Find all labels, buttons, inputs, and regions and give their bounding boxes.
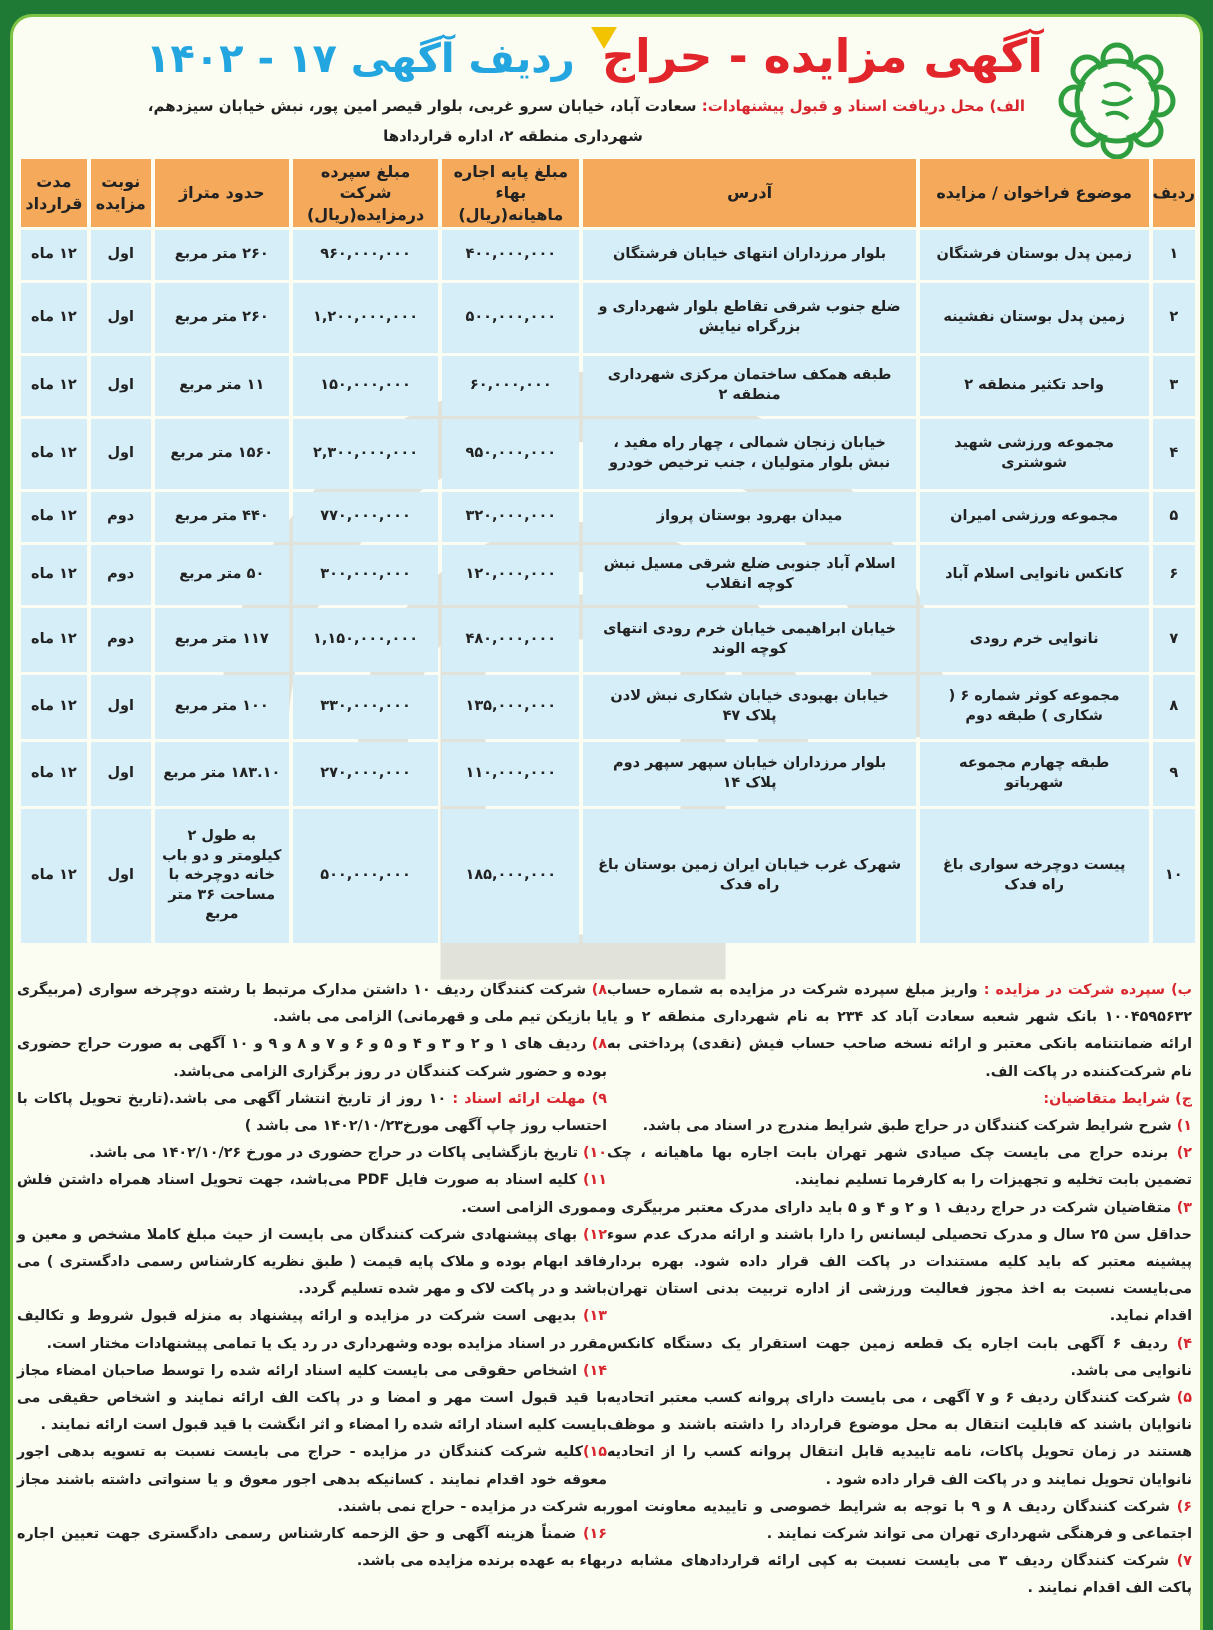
cell-duration: ۱۲ ماه	[21, 675, 87, 739]
cell-row-number: ۵	[1153, 492, 1195, 542]
cell-deposit: ۳۳۰,۰۰۰,۰۰۰	[293, 675, 438, 739]
cell-round: اول	[91, 675, 151, 739]
conditions-right-column	[607, 977, 1192, 1603]
cell-round: اول	[91, 419, 151, 489]
condition-label: ۸)	[591, 982, 607, 998]
cell-area: به طول ۲ کیلومتر و دو باب خانه دوچرخه با مساحت ۳۶ متر مربع	[155, 809, 289, 943]
cell-deposit: ۷۷۰,۰۰۰,۰۰۰	[293, 492, 438, 542]
tehran-municipality-logo	[1042, 39, 1192, 164]
cell-deposit: ۳۰۰,۰۰۰,۰۰۰	[293, 545, 438, 605]
auction-table	[17, 156, 1199, 946]
condition-item	[607, 977, 1192, 1086]
condition-text: واریز مبلغ سپرده شرکت در مزایده به شماره حساب ۱۰۰۴۵۹۵۶۳۲ بانک شهر شعبه سعادت آباد کد ۲۳۴ به نام شهرداری منطقه ۲ و یا ارائه ضمانتنامه بانکی معتبر و ارائه نسخه صاحب حساب فیش (نقدی) پرداختی به نام شرکت‌کننده در پاکت الف.	[607, 982, 1192, 1080]
cell-address: ضلع جنوب شرقی تقاطع بلوار شهرداری و بزرگراه نیایش	[583, 283, 915, 353]
table-row	[21, 608, 1195, 672]
cell-round: دوم	[91, 492, 151, 542]
table-row	[21, 356, 1195, 416]
intro-label: الف) محل دریافت اسناد و قبول پیشنهادات:	[701, 97, 1025, 115]
condition-label: ۲)	[1176, 1145, 1192, 1162]
column-header: آدرس	[583, 159, 915, 227]
table-row	[21, 545, 1195, 605]
cell-row-number: ۹	[1153, 742, 1195, 806]
column-header: مبلغ پایه اجاره بهاء ماهیانه(ریال)	[442, 159, 579, 227]
condition-text: شرح شرایط شرکت کنندگان در حراج طبق شرایط مندرج در اسناد می باشد.	[642, 1118, 1177, 1135]
title-main: آگهی مزایده - حراج	[601, 29, 1043, 83]
cell-row-number: ۷	[1153, 608, 1195, 672]
condition-item	[607, 1548, 1192, 1602]
cell-base-rent: ۳۲۰,۰۰۰,۰۰۰	[442, 492, 579, 542]
column-header: مدت قرارداد	[21, 159, 87, 227]
condition-label: ۱۱)	[583, 1172, 607, 1189]
condition-label: ۱۰)	[583, 1145, 607, 1162]
cell-round: دوم	[91, 545, 151, 605]
cell-deposit: ۲,۳۰۰,۰۰۰,۰۰۰	[293, 419, 438, 489]
table-row	[21, 419, 1195, 489]
condition-text: شرکت کنندگان ردیف ۱۰ داشتن مدارک مرتبط با رشته دوچرخه سواری (مربیگری یا بازیکن تیم ملی و قهرمانی) الزامی می باشد.	[17, 982, 607, 1026]
cell-base-rent: ۱۸۵,۰۰۰,۰۰۰	[442, 809, 579, 943]
conditions-left-column	[17, 977, 607, 1575]
condition-label: ۱۳)	[583, 1308, 607, 1325]
condition-item	[17, 1031, 607, 1085]
ad-frame	[10, 14, 1203, 1630]
cell-subject: مجموعه کوثر شماره ۶ ( شکاری ) طبقه دوم	[920, 675, 1149, 739]
table-row	[21, 809, 1195, 943]
cell-area: ۵۰ متر مربع	[155, 545, 289, 605]
intro-address: سعادت آباد، خیابان سرو غربی، بلوار قیصر امین پور، نبش خیابان سیزدهم،	[147, 97, 702, 115]
ad-title	[145, 29, 1043, 83]
cell-deposit: ۵۰۰,۰۰۰,۰۰۰	[293, 809, 438, 943]
condition-text: اشخاص حقوقی می بایست کلیه اسناد ارائه شده را توسط صاحبان امضاء مجاز با قید قبول است مهر و امضا و در پاکت الف ارائه نمایند و اشخاص حقیقی می بایست کلیه اسناد ارائه شده را امضاء و اثر انگشت با قید قبول است ارائه نمایند .	[17, 1362, 607, 1434]
table-body	[21, 230, 1195, 943]
cell-deposit: ۱۵۰,۰۰۰,۰۰۰	[293, 356, 438, 416]
cell-deposit: ۱,۲۰۰,۰۰۰,۰۰۰	[293, 283, 438, 353]
cell-deposit: ۹۶۰,۰۰۰,۰۰۰	[293, 230, 438, 280]
condition-label: ۸)	[591, 1036, 608, 1053]
condition-text: بدیهی است شرکت در مزایده و ارائه پیشنهاد به منزله قبول شروط و تکالیف مقرر در اسناد مزایده بوده وشهرداری در رد یک یا تمامی پیشنهادات مختار است.	[17, 1308, 607, 1352]
cell-row-number: ۳	[1153, 356, 1195, 416]
condition-item	[607, 1331, 1192, 1385]
condition-item	[607, 1385, 1192, 1494]
condition-label: ۱۵)	[583, 1444, 607, 1461]
condition-item	[17, 1521, 607, 1575]
cell-subject: واحد تکثیر منطقه ۲	[920, 356, 1149, 416]
condition-item	[17, 1140, 607, 1167]
condition-text: شرکت کنندگان ردیف ۶ و ۷ آگهی ، می بایست دارای پروانه کسب معتبر اتحادیه نانوایان باشند که قابلیت انتقال به محل موضوع قرارداد را داشته باشند و موظف هستند در زمان تحویل پاکات، نامه تاییدیه قابل انتقال پروانه کسب را از اتحادیه نانوایان تحویل نمایند و در پاکت الف قرار داده شود .	[607, 1390, 1192, 1488]
cell-row-number: ۲	[1153, 283, 1195, 353]
cell-address: بلوار مرزداران انتهای خیابان فرشتگان	[583, 230, 915, 280]
column-header: موضوع فراخوان / مزایده	[920, 159, 1149, 227]
cell-duration: ۱۲ ماه	[21, 809, 87, 943]
condition-text: شرکت کنندگان ردیف ۳ می بایست نسبت به کپی ارائه قراردادهای مشابه در پاکت الف اقدام نمایند .	[607, 1553, 1192, 1597]
cell-address: اسلام آباد جنوبی ضلع شرقی مسیل نبش کوچه انقلاب	[583, 545, 915, 605]
cell-base-rent: ۱۳۵,۰۰۰,۰۰۰	[442, 675, 579, 739]
condition-text: کلیه شرکت کنندگان در مزایده - حراج می بایست نسبت به تسویه بدهی اجور معوقه خود اقدام نمایند . کسانیکه بدهی اجور معوق و یا سنواتی داشته باشند مجاز به شرکت در مزایده - حراج نمی باشند.	[17, 1444, 607, 1515]
cell-subject: نانوایی خرم رودی	[920, 608, 1149, 672]
condition-item	[607, 1113, 1192, 1140]
condition-label: ۶)	[1176, 1498, 1193, 1515]
cell-row-number: ۴	[1153, 419, 1195, 489]
condition-item	[17, 1167, 607, 1221]
condition-item	[607, 1195, 1192, 1331]
condition-item	[17, 1358, 607, 1440]
cell-round: اول	[91, 230, 151, 280]
title-ad-number: ردیف آگهی ۱۷ - ۱۴۰۲	[145, 36, 575, 82]
cell-row-number: ۱	[1153, 230, 1195, 280]
condition-label: ۱۲)	[583, 1226, 607, 1243]
cell-area: ۱۱ متر مربع	[155, 356, 289, 416]
condition-label: ۵)	[1176, 1390, 1193, 1407]
cell-row-number: ۱۰	[1153, 809, 1195, 943]
cell-duration: ۱۲ ماه	[21, 356, 87, 416]
condition-label: ب) سپرده شرکت در مزایده :	[983, 982, 1192, 998]
cell-duration: ۱۲ ماه	[21, 492, 87, 542]
cell-duration: ۱۲ ماه	[21, 608, 87, 672]
cell-duration: ۱۲ ماه	[21, 283, 87, 353]
cell-base-rent: ۴۰۰,۰۰۰,۰۰۰	[442, 230, 579, 280]
condition-label: ج) شرایط متقاضیان:	[1043, 1090, 1192, 1107]
table-row	[21, 492, 1195, 542]
condition-item	[17, 1439, 607, 1521]
table-header-row	[21, 159, 1195, 227]
condition-label: ۱۶)	[583, 1526, 607, 1543]
cell-subject: پیست دوچرخه سواری باغ راه فدک	[920, 809, 1149, 943]
table-row	[21, 230, 1195, 280]
condition-item	[17, 977, 607, 1031]
cell-address: خیابان زنجان شمالی ، چهار راه مفید ، نبش بلوار متولیان ، جنب ترخیص خودرو	[583, 419, 915, 489]
condition-item	[17, 1303, 607, 1357]
table-row	[21, 283, 1195, 353]
condition-item	[17, 1222, 607, 1304]
condition-item	[607, 1494, 1192, 1548]
cell-duration: ۱۲ ماه	[21, 419, 87, 489]
column-header: ردیف	[1153, 159, 1195, 227]
cell-base-rent: ۹۵۰,۰۰۰,۰۰۰	[442, 419, 579, 489]
condition-item	[17, 1086, 607, 1140]
cell-subject: مجموعه ورزشی شهید شوشتری	[920, 419, 1149, 489]
table-row	[21, 675, 1195, 739]
cell-address: خیابان ابراهیمی خیابان خرم رودی انتهای کوچه الوند	[583, 608, 915, 672]
condition-text: تاریخ بازگشایی پاکات در حراج حضوری در مورخ ۱۴۰۲/۱۰/۲۶ می باشد.	[89, 1145, 583, 1162]
cell-base-rent: ۶۰,۰۰۰,۰۰۰	[442, 356, 579, 416]
cell-duration: ۱۲ ماه	[21, 545, 87, 605]
cell-address: شهرک غرب خیابان ایران زمین بوستان باغ راه فدک	[583, 809, 915, 943]
cell-round: اول	[91, 809, 151, 943]
condition-text: شرکت کنندگان ردیف ۸ و ۹ با توجه به شرایط خصوصی و تاییدیه معاونت امور اجتماعی و فرهنگی شهرداری تهران می تواند شرکت نمایند .	[607, 1498, 1192, 1543]
condition-label: ۷)	[1176, 1553, 1192, 1570]
column-header: حدود متراژ	[155, 159, 289, 227]
cell-round: دوم	[91, 608, 151, 672]
condition-text: برنده حراج می بایست چک صیادی شهر تهران بابت اجاره بها ماهیانه ، چک تضمین بابت تخلیه و تجهیزات را به کارفرما تسلیم نمایند.	[607, 1145, 1192, 1189]
cell-subject: مجموعه ورزشی امیران	[920, 492, 1149, 542]
cell-address: بلوار مرزداران خیابان سپهر سپهر دوم پلاک ۱۴	[583, 742, 915, 806]
cell-area: ۱۸۳.۱۰ متر مربع	[155, 742, 289, 806]
cell-base-rent: ۴۸۰,۰۰۰,۰۰۰	[442, 608, 579, 672]
column-header: نوبت مزایده	[91, 159, 151, 227]
intro-line-2: شهرداری منطقه ۲، اداره قراردادها	[383, 127, 643, 145]
condition-text: ۱۰ روز از تاریخ انتشار آگهی می باشد.(تاریخ تحویل پاکات با احتساب روز چاپ آگهی مورخ۱۴۰۲/۱۰/۲۳ می باشد )	[17, 1090, 607, 1135]
condition-label: ۹) مهلت ارائه اسناد :	[452, 1090, 607, 1107]
condition-label: ۳)	[1176, 1199, 1192, 1216]
condition-item	[607, 1086, 1192, 1113]
cell-area: ۱۵۶۰ متر مربع	[155, 419, 289, 489]
cell-deposit: ۲۷۰,۰۰۰,۰۰۰	[293, 742, 438, 806]
condition-text: ضمناً هزینه آگهی و حق الزحمه کارشناس رسمی دادگستری جهت تعیین اجاره بهاء به عهده برنده مزایده می باشد.	[17, 1526, 607, 1570]
cell-area: ۴۴۰ متر مربع	[155, 492, 289, 542]
cell-area: ۲۶۰ متر مربع	[155, 230, 289, 280]
cell-round: اول	[91, 356, 151, 416]
cell-address: میدان بهرود بوستان پرواز	[583, 492, 915, 542]
condition-item	[607, 1140, 1192, 1194]
cell-base-rent: ۱۱۰,۰۰۰,۰۰۰	[442, 742, 579, 806]
condition-text: ردیف ۶ آگهی بابت اجاره یک قطعه زمین جهت استقرار یک دستگاه کانکس نانوایی می باشد.	[607, 1335, 1192, 1379]
cell-area: ۲۶۰ متر مربع	[155, 283, 289, 353]
condition-label: ۴)	[1176, 1335, 1192, 1352]
cell-row-number: ۶	[1153, 545, 1195, 605]
condition-label: ۱)	[1176, 1118, 1192, 1135]
cell-row-number: ۸	[1153, 675, 1195, 739]
cell-area: ۱۱۷ متر مربع	[155, 608, 289, 672]
condition-label: ۱۴)	[583, 1362, 607, 1379]
cell-deposit: ۱,۱۵۰,۰۰۰,۰۰۰	[293, 608, 438, 672]
cell-address: طبقه همکف ساختمان مرکزی شهرداری منطقه ۲	[583, 356, 915, 416]
cell-duration: ۱۲ ماه	[21, 742, 87, 806]
condition-text: متقاضیان شرکت در حراج ردیف ۱ و ۲ و ۴ و ۵ باید دارای مدرک معتبر مربیگری و حداقل سن ۲۵ سال و مدرک تحصیلی لیسانس را دارا باشند و ارائه مدرک عدم سوء پیشینه معتبر که باید کلیه مستندات در پاکت الف قرار داده شود. بهره بردار می‌بایست نسبت به اخذ مجوز فعالیت ورزشی از اداره تربیت بدنی استان تهران اقدام نماید.	[607, 1199, 1192, 1325]
cell-subject: زمین پدل بوستان نفشینه	[920, 283, 1149, 353]
cell-duration: ۱۲ ماه	[21, 230, 87, 280]
cell-subject: طبقه چهارم مجموعه شهرباتو	[920, 742, 1149, 806]
cell-subject: زمین پدل بوستان فرشتگان	[920, 230, 1149, 280]
condition-text: ردیف های ۱ و ۲ و ۳ و ۴ و ۵ و ۶ و ۷ و ۸ و ۹ و ۱۰ آگهی به صورت حراج حضوری بوده و حضور شرکت کنندگان در روز برگزاری الزامی می‌باشد.	[17, 1036, 607, 1080]
cell-base-rent: ۱۲۰,۰۰۰,۰۰۰	[442, 545, 579, 605]
condition-text: بهای پیشنهادی شرکت کنندگان می بایست از حیث مبلغ کاملا مشخص و معین و فاقد ابهام بوده و ملاک پایه قیمت ( طبق نظریه کارشناس رسمی دادگستری ) می باشد و در پاکت لاک و مهر شده تسلیم گردد.	[17, 1226, 607, 1298]
column-header: مبلغ سپرده شرکت درمزایده(ریال)	[293, 159, 438, 227]
cell-address: خیابان بهبودی خیابان شکاری نبش لادن پلاک ۴۷	[583, 675, 915, 739]
intro-line-1	[148, 97, 1025, 115]
condition-text: کلیه اسناد به صورت فایل PDF می‌باشد، جهت تحویل اسناد همراه داشتن فلش مموری الزامی است.	[17, 1172, 607, 1216]
cell-round: اول	[91, 283, 151, 353]
cell-area: ۱۰۰ متر مربع	[155, 675, 289, 739]
table-row	[21, 742, 1195, 806]
cell-base-rent: ۵۰۰,۰۰۰,۰۰۰	[442, 283, 579, 353]
cell-subject: کانکس نانوایی اسلام آباد	[920, 545, 1149, 605]
cell-round: اول	[91, 742, 151, 806]
